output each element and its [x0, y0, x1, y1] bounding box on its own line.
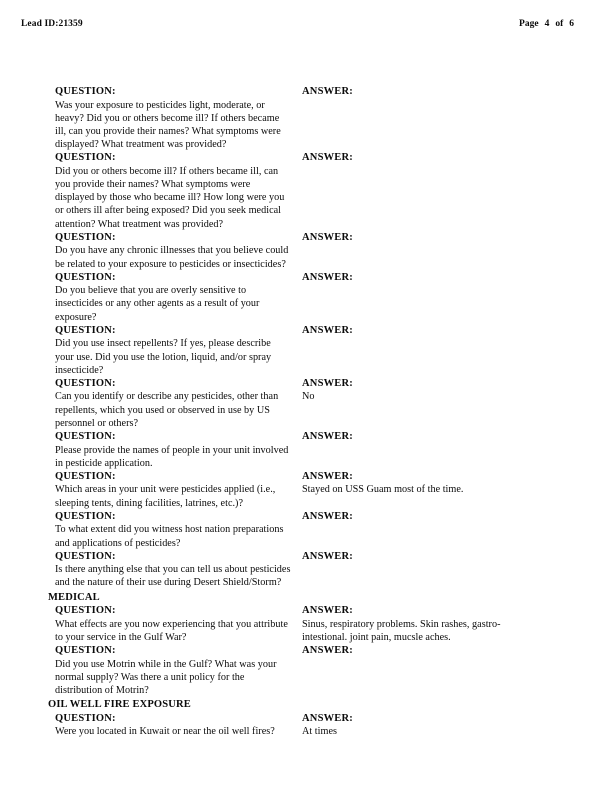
answer-line: Stayed on USS Guam most of the time.	[302, 484, 464, 496]
answer-column	[302, 324, 602, 338]
question-text	[55, 658, 305, 698]
question-label: QUESTION:	[55, 377, 116, 389]
question-line: insecticide?	[55, 364, 104, 376]
question-line: exposure?	[55, 311, 97, 323]
question-line: Is there anything else that you can tell us about pesticides	[55, 564, 291, 576]
question-line: or others ill after being exposed? Did you seek medical	[55, 205, 282, 217]
qa-block	[0, 231, 611, 271]
question-line: To what extent did you witness host nation preparations	[55, 524, 284, 536]
question-text	[55, 444, 305, 470]
question-text	[55, 618, 305, 644]
answer-label: ANSWER:	[302, 550, 353, 562]
question-line: Did you or others become ill? If others became ill, can	[55, 165, 279, 177]
question-label: QUESTION:	[55, 470, 116, 482]
page-header	[0, 19, 611, 35]
question-line: in pesticide application.	[55, 457, 153, 469]
question-line: Do you believe that you are overly sensitive to	[55, 285, 247, 297]
question-column	[55, 85, 305, 151]
question-label: QUESTION:	[55, 712, 116, 724]
question-label: QUESTION:	[55, 86, 116, 97]
question-column	[55, 550, 305, 590]
qa-block	[0, 470, 611, 510]
question-label: QUESTION:	[55, 510, 116, 522]
answer-label: ANSWER:	[302, 86, 353, 97]
question-text	[55, 390, 305, 430]
question-line: Did you use Motrin while in the Gulf? What was your	[55, 658, 277, 670]
qa-block	[0, 510, 611, 550]
question-line: insecticides or any other agents as a result of your	[55, 298, 260, 310]
question-line: Did you use insect repellents? If yes, please describe	[55, 338, 271, 350]
question-line: to your service in the Gulf War?	[55, 631, 187, 643]
qa-block	[0, 712, 611, 739]
answer-column	[302, 604, 602, 644]
qa-block	[0, 644, 611, 697]
section-heading: MEDICAL	[48, 591, 100, 603]
question-column	[55, 324, 305, 377]
answer-column	[302, 430, 602, 444]
question-line: and applications of pesticides?	[55, 537, 181, 549]
question-line: normal supply? Was there a unit policy for the	[55, 671, 245, 683]
qa-block	[0, 430, 611, 470]
question-column	[55, 712, 305, 739]
answer-label: ANSWER:	[302, 645, 353, 657]
question-line: sleeping tents, dining facilities, latrines, etc.)?	[55, 497, 244, 509]
answer-label: ANSWER:	[302, 324, 353, 336]
question-column	[55, 644, 305, 697]
question-label: QUESTION:	[55, 431, 116, 443]
question-text	[55, 284, 305, 324]
question-text	[55, 99, 305, 152]
question-line: personnel or others?	[55, 417, 139, 429]
question-label: QUESTION:	[55, 271, 116, 283]
question-text	[55, 483, 305, 509]
answer-label: ANSWER:	[302, 231, 353, 243]
question-label: QUESTION:	[55, 605, 116, 617]
answer-column	[302, 550, 602, 564]
qa-block	[0, 85, 611, 151]
answer-column	[302, 151, 602, 165]
answer-label: ANSWER:	[302, 377, 353, 389]
question-column	[55, 604, 305, 644]
answer-line: Sinus, respiratory problems. Skin rashes, gastro-	[302, 618, 501, 630]
question-text	[55, 244, 305, 270]
question-label: QUESTION:	[55, 324, 116, 336]
answer-label: ANSWER:	[302, 470, 353, 482]
answer-label: ANSWER:	[302, 271, 353, 283]
answer-column	[302, 510, 602, 524]
answer-label: ANSWER:	[302, 605, 353, 617]
question-line: Do you have any chronic illnesses that you believe could	[55, 245, 289, 257]
answer-label: ANSWER:	[302, 510, 353, 522]
question-text	[55, 725, 305, 738]
question-label: QUESTION:	[55, 231, 116, 243]
answer-label: ANSWER:	[302, 152, 353, 164]
question-line: be related to your exposure to pesticides or insecticides?	[55, 258, 286, 270]
qa-block	[0, 271, 611, 324]
question-line: Were you located in Kuwait or near the oil well fires?	[55, 726, 275, 738]
question-line: and the nature of their use during Desert Shield/Storm?	[55, 577, 282, 589]
answer-column	[302, 712, 602, 739]
question-text	[55, 337, 305, 377]
answer-column	[302, 470, 602, 497]
question-column	[55, 470, 305, 510]
question-line: heavy? Did you or others become ill? If others became	[55, 112, 280, 124]
answer-text	[302, 618, 602, 644]
answer-line: intestional. joint pain, mucsle aches.	[302, 631, 451, 643]
question-line: Can you identify or describe any pesticides, other than	[55, 391, 279, 403]
page-current: 4	[544, 19, 550, 29]
page-number	[516, 19, 577, 29]
question-column	[55, 231, 305, 271]
answer-text	[302, 725, 602, 738]
answer-column	[302, 271, 602, 285]
question-line: attention? What treatment was provided?	[55, 218, 224, 230]
question-column	[55, 377, 305, 430]
question-column	[55, 510, 305, 550]
question-line: you provide their names? What symptoms were	[55, 179, 251, 191]
question-label: QUESTION:	[55, 152, 116, 164]
page-total: 6	[569, 19, 574, 29]
question-text	[55, 523, 305, 549]
question-line: Which areas in your unit were pesticides applied (i.e.,	[55, 484, 276, 496]
question-line: Was your exposure to pesticides light, moderate, or	[55, 99, 265, 111]
answer-column	[302, 85, 602, 99]
question-line: What effects are you now experiencing that you attribute	[55, 618, 288, 630]
lead-id: Lead ID:21359	[21, 19, 83, 29]
qa-block	[0, 324, 611, 377]
question-label: QUESTION:	[55, 645, 116, 657]
page-label: Page	[519, 19, 539, 29]
question-text	[55, 165, 305, 231]
question-column	[55, 151, 305, 231]
question-column	[55, 271, 305, 324]
qa-block	[0, 377, 611, 430]
questionnaire-body	[0, 85, 611, 738]
answer-column	[302, 377, 602, 404]
answer-label: ANSWER:	[302, 431, 353, 443]
answer-column	[302, 231, 602, 245]
qa-block	[0, 151, 611, 231]
question-line: displayed? What treatment was provided?	[55, 139, 227, 151]
answer-column	[302, 644, 602, 658]
qa-block	[0, 604, 611, 644]
answer-line: At times	[302, 726, 337, 738]
page-of: of	[555, 19, 564, 29]
question-text	[55, 563, 305, 589]
question-label: QUESTION:	[55, 550, 116, 562]
answer-text	[302, 390, 602, 403]
question-line: ill, can you provide their names? What symptoms were	[55, 125, 281, 137]
answer-text	[302, 483, 602, 496]
question-line: distribution of Motrin?	[55, 685, 149, 696]
qa-block	[0, 550, 611, 590]
answer-line: No	[302, 391, 315, 403]
question-column	[55, 430, 305, 470]
question-line: displayed by those who became ill? How long were you	[55, 192, 285, 204]
question-line: Please provide the names of people in your unit involved	[55, 444, 289, 456]
answer-label: ANSWER:	[302, 712, 353, 724]
question-line: your use. Did you use the lotion, liquid, and/or spray	[55, 351, 272, 363]
question-line: repellents, which you used or observed in use by US	[55, 404, 270, 416]
section-heading: OIL WELL FIRE EXPOSURE	[48, 699, 191, 711]
